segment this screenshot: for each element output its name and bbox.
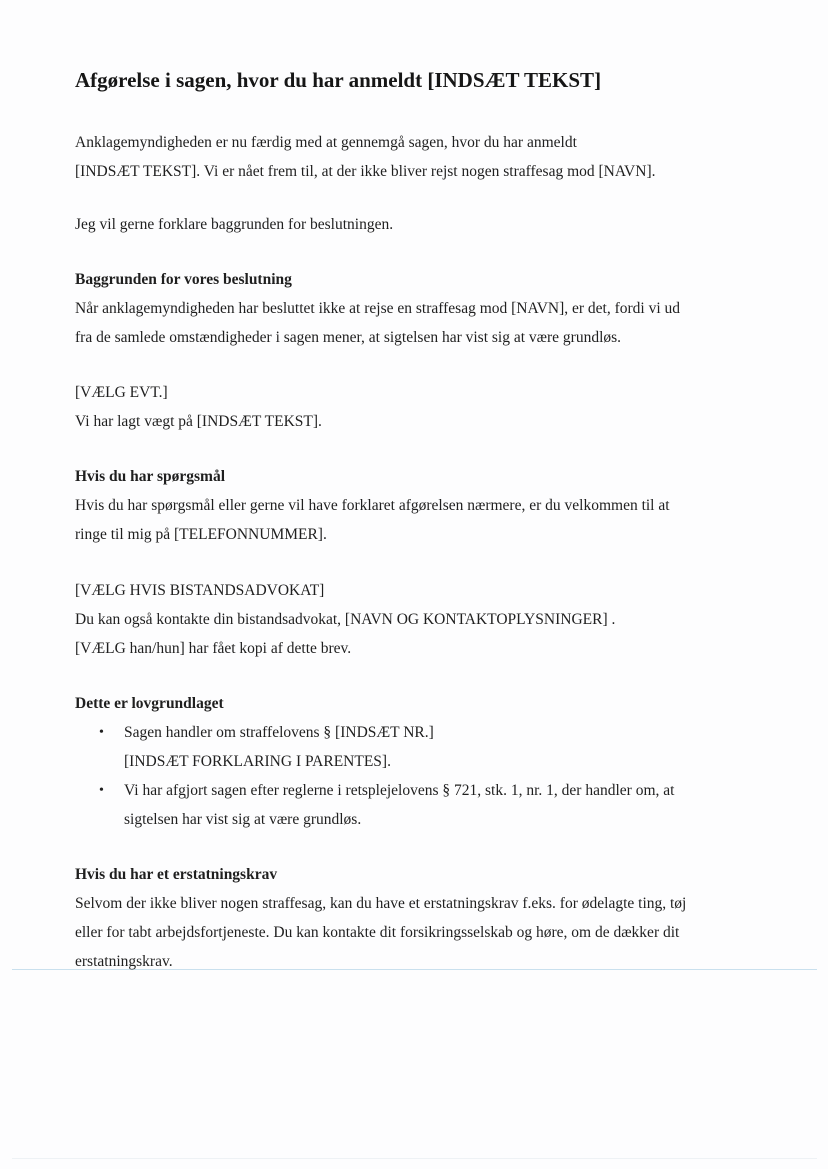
background-line-2: fra de samlede omstændigheder i sagen mener, at sigtelsen har vist sig at være grundløs. <box>75 329 622 346</box>
optional-block <box>75 378 750 436</box>
intro-line-1: Anklagemyndigheden er nu færdig med at gennemgå sagen, hvor du har anmeldt <box>75 134 577 151</box>
background-line-1: Når anklagemyndigheden har besluttet ikke at rejse en straffesag mod [NAVN], er det, fordi vi ud <box>75 300 681 317</box>
compensation-line-1: Selvom der ikke bliver nogen straffesag, kan du have et erstatningskrav f.eks. for ødelagte ting, tøj <box>75 895 687 912</box>
law-list <box>75 718 750 834</box>
optional-label: [VÆLG EVT.] <box>75 384 168 401</box>
scan-artifact-line-bottom <box>12 1158 817 1159</box>
compensation-line-3: erstatningskrav. <box>75 953 173 970</box>
law-list-item <box>75 776 750 834</box>
questions-paragraph <box>75 491 750 549</box>
questions-line-2: ringe til mig på [TELEFONNUMMER]. <box>75 526 327 543</box>
intro-paragraph <box>75 128 750 186</box>
questions-heading: Hvis du har spørgsmål <box>75 468 226 485</box>
explain-paragraph: Jeg vil gerne forklare baggrunden for beslutningen. <box>75 216 394 233</box>
law-list-item <box>75 718 750 776</box>
letter-body <box>75 66 750 976</box>
law-item-1-line-1: Sagen handler om straffelovens § [INDSÆT NR.] <box>124 724 434 741</box>
bullet-icon: • <box>99 725 104 740</box>
lawyer-label: [VÆLG HVIS BISTANDSADVOKAT] <box>75 582 325 599</box>
lawyer-line-1: Du kan også kontakte din bistandsadvokat, [NAVN OG KONTAKTOPLYSNINGER] . <box>75 611 616 628</box>
questions-line-1: Hvis du har spørgsmål eller gerne vil have forklaret afgørelsen nærmere, er du velkommen til at <box>75 497 670 514</box>
lawyer-block <box>75 576 750 663</box>
compensation-line-2: eller for tabt arbejdsfortjeneste. Du kan kontakte dit forsikringsselskab og høre, om de dækker dit <box>75 924 680 941</box>
background-paragraph <box>75 294 750 352</box>
law-item-2-line-2: sigtelsen har vist sig at være grundløs. <box>124 811 362 828</box>
optional-text: Vi har lagt vægt på [INDSÆT TEKST]. <box>75 413 322 430</box>
law-heading: Dette er lovgrundlaget <box>75 695 224 712</box>
letter-title: Afgørelse i sagen, hvor du har anmeldt [INDSÆT TEKST] <box>75 68 602 92</box>
background-heading: Baggrunden for vores beslutning <box>75 271 292 288</box>
lawyer-line-2: [VÆLG han/hun] har fået kopi af dette brev. <box>75 640 352 657</box>
law-item-2-line-1: Vi har afgjort sagen efter reglerne i retsplejelovens § 721, stk. 1, nr. 1, der handler om, at <box>124 782 675 799</box>
bullet-icon: • <box>99 783 104 798</box>
intro-line-2: [INDSÆT TEKST]. Vi er nået frem til, at der ikke bliver rejst nogen straffesag mod [NAVN]. <box>75 163 656 180</box>
compensation-paragraph <box>75 889 750 976</box>
law-item-1-line-2: [INDSÆT FORKLARING I PARENTES]. <box>124 753 391 770</box>
compensation-heading: Hvis du har et erstatningskrav <box>75 866 278 883</box>
